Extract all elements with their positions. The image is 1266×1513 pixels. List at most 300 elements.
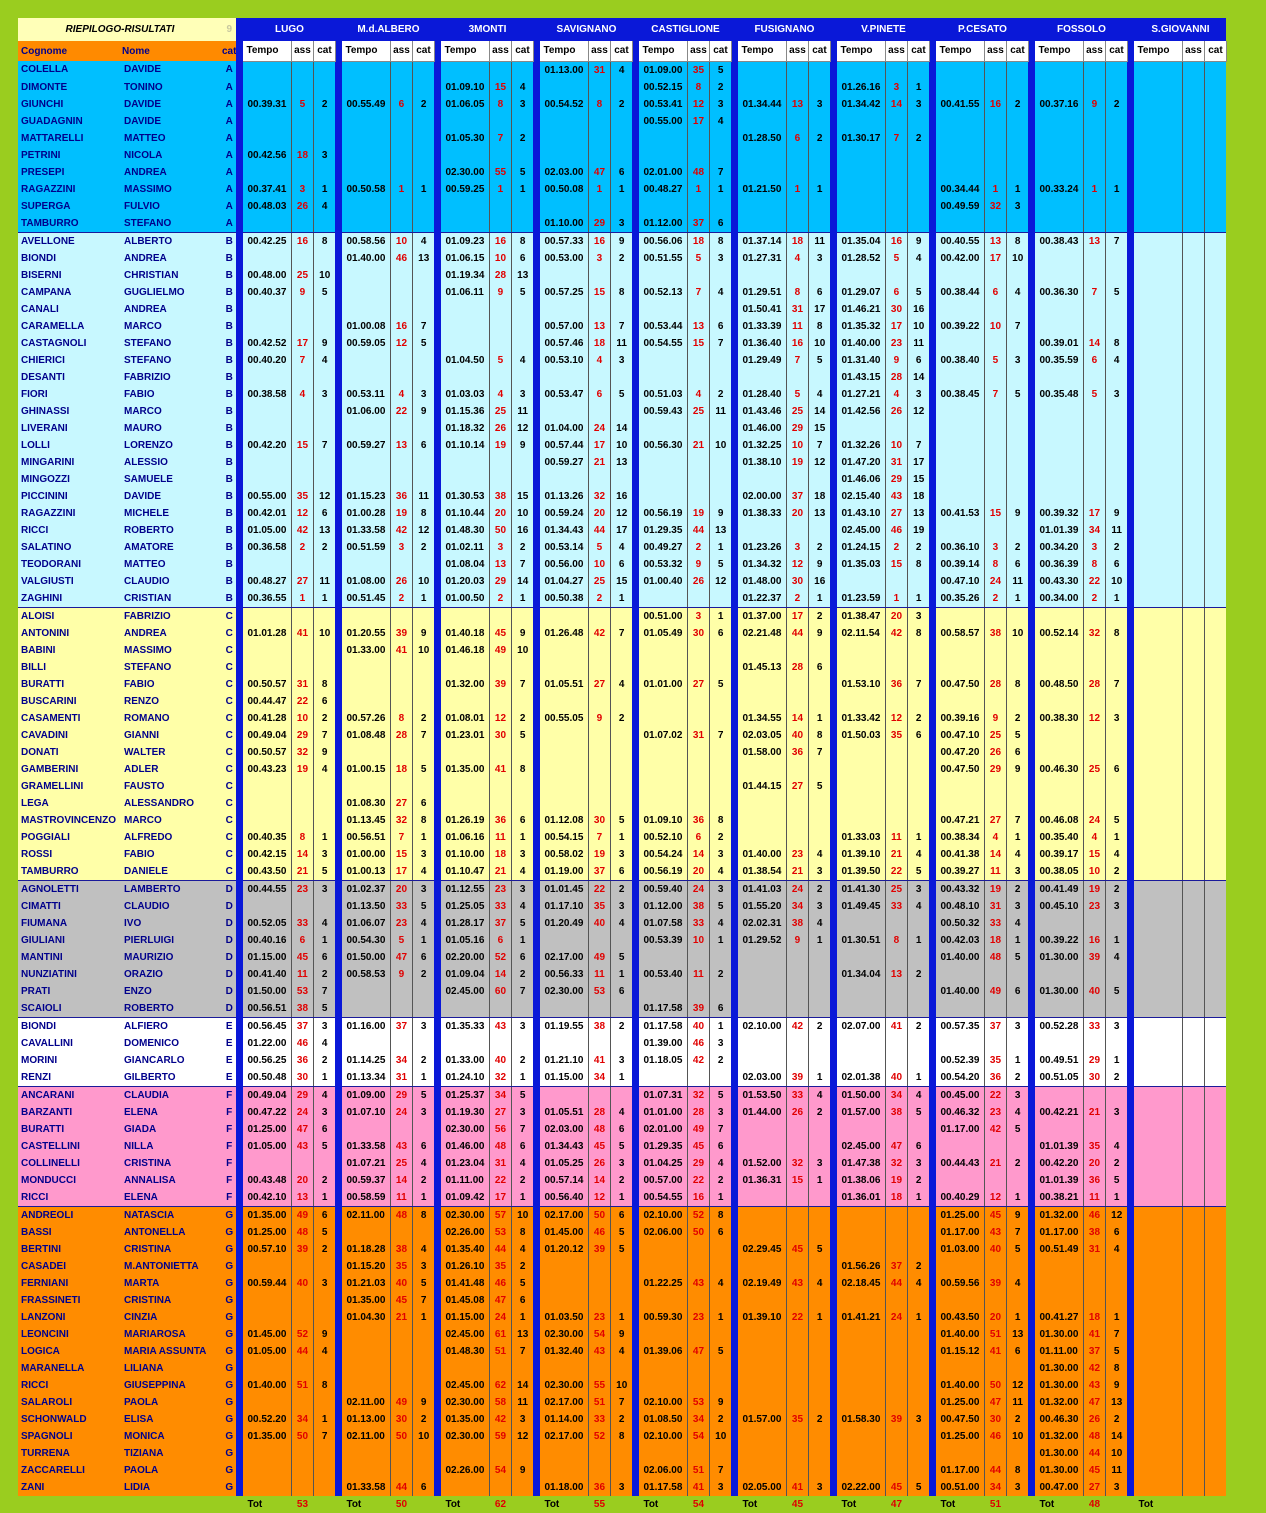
time-cell bbox=[342, 1343, 390, 1360]
category-cell: B bbox=[222, 301, 236, 318]
race-separator bbox=[731, 301, 738, 318]
table-row bbox=[18, 1017, 1226, 1035]
category-rank-cell: 9 bbox=[412, 625, 434, 642]
race-separator bbox=[236, 829, 243, 846]
cognome-cell: ANTONINI bbox=[18, 625, 122, 642]
table-row bbox=[18, 744, 1226, 761]
overall-rank-cell: 13 bbox=[984, 232, 1006, 250]
race-separator bbox=[731, 215, 738, 233]
table-row bbox=[18, 250, 1226, 267]
race-separator bbox=[434, 727, 441, 744]
race-separator bbox=[929, 1479, 936, 1496]
overall-rank-cell bbox=[786, 1326, 808, 1343]
category-rank-cell: 3 bbox=[808, 96, 830, 113]
category-rank-cell: 2 bbox=[610, 1411, 632, 1428]
race-separator bbox=[731, 966, 738, 983]
cognome-cell: CAMPANA bbox=[18, 284, 122, 301]
overall-rank-cell bbox=[489, 147, 511, 164]
race-separator bbox=[731, 1104, 738, 1121]
category-rank-cell: 2 bbox=[907, 539, 929, 556]
race-separator bbox=[533, 318, 540, 335]
category-rank-cell: 15 bbox=[610, 573, 632, 590]
cognome-cell: BERTINI bbox=[18, 1241, 122, 1258]
time-cell bbox=[738, 642, 786, 659]
cognome-cell: SALAROLI bbox=[18, 1394, 122, 1411]
overall-rank-cell: 1 bbox=[291, 590, 313, 608]
totals-label: Tot bbox=[243, 1496, 291, 1513]
category-rank-cell bbox=[511, 1000, 533, 1018]
time-cell: 01.04.50 bbox=[441, 352, 489, 369]
cognome-cell: RAGAZZINI bbox=[18, 505, 122, 522]
race-separator bbox=[929, 1206, 936, 1224]
category-rank-cell bbox=[709, 761, 731, 778]
race-separator bbox=[1028, 863, 1035, 881]
category-rank-cell bbox=[709, 983, 731, 1000]
category-rank-cell: 10 bbox=[412, 642, 434, 659]
category-rank-cell: 18 bbox=[808, 488, 830, 505]
overall-rank-cell: 42 bbox=[489, 1411, 511, 1428]
overall-rank-cell: 26 bbox=[489, 420, 511, 437]
category-rank-cell bbox=[709, 267, 731, 284]
cognome-cell: BABINI bbox=[18, 642, 122, 659]
time-cell bbox=[837, 778, 885, 795]
time-cell: 00.45.00 bbox=[936, 1086, 984, 1104]
category-rank-cell: 3 bbox=[1006, 198, 1028, 215]
table-row bbox=[18, 284, 1226, 301]
category-rank-cell: 16 bbox=[808, 573, 830, 590]
overall-rank-cell bbox=[1182, 1479, 1204, 1496]
category-rank-cell bbox=[907, 1292, 929, 1309]
time-cell bbox=[243, 1309, 291, 1326]
overall-rank-cell: 27 bbox=[885, 505, 907, 522]
time-cell: 01.08.30 bbox=[342, 795, 390, 812]
overall-rank-cell: 12 bbox=[291, 505, 313, 522]
category-rank-cell bbox=[1204, 1445, 1226, 1462]
overall-rank-cell bbox=[786, 267, 808, 284]
race-separator bbox=[830, 1104, 837, 1121]
race-separator bbox=[929, 403, 936, 420]
race-separator bbox=[335, 471, 342, 488]
time-cell bbox=[639, 761, 687, 778]
category-rank-cell bbox=[808, 147, 830, 164]
race-separator bbox=[434, 778, 441, 795]
category-rank-cell: 6 bbox=[709, 1224, 731, 1241]
race-separator bbox=[731, 1121, 738, 1138]
category-cell: B bbox=[222, 522, 236, 539]
category-rank-cell: 4 bbox=[808, 1275, 830, 1292]
category-rank-cell bbox=[907, 147, 929, 164]
table-row bbox=[18, 1035, 1226, 1052]
race-separator bbox=[335, 1343, 342, 1360]
category-rank-cell: 5 bbox=[313, 863, 335, 881]
category-rank-cell bbox=[1204, 232, 1226, 250]
category-rank-cell: 3 bbox=[907, 386, 929, 403]
overall-rank-cell: 45 bbox=[984, 1206, 1006, 1224]
overall-rank-cell: 52 bbox=[687, 1206, 709, 1224]
category-cell: C bbox=[222, 761, 236, 778]
overall-rank-cell bbox=[687, 1069, 709, 1087]
category-cell: G bbox=[222, 1292, 236, 1309]
time-cell bbox=[1134, 795, 1182, 812]
overall-rank-cell: 16 bbox=[291, 232, 313, 250]
category-rank-cell: 1 bbox=[1006, 1309, 1028, 1326]
overall-rank-cell bbox=[291, 778, 313, 795]
race-separator bbox=[632, 625, 639, 642]
race-separator bbox=[335, 1377, 342, 1394]
category-cell: B bbox=[222, 232, 236, 250]
category-cell: B bbox=[222, 335, 236, 352]
race-separator bbox=[929, 1189, 936, 1207]
category-rank-cell bbox=[610, 1360, 632, 1377]
time-cell: 01.28.40 bbox=[738, 386, 786, 403]
category-rank-cell bbox=[1105, 795, 1127, 812]
nome-cell: ANDREA bbox=[122, 625, 222, 642]
overall-rank-cell: 21 bbox=[984, 1155, 1006, 1172]
overall-rank-cell bbox=[984, 420, 1006, 437]
category-rank-cell bbox=[511, 61, 533, 79]
category-rank-cell: 15 bbox=[907, 471, 929, 488]
overall-rank-cell bbox=[984, 267, 1006, 284]
time-cell: 01.09.00 bbox=[639, 61, 687, 79]
time-cell bbox=[1035, 61, 1083, 79]
category-rank-cell bbox=[412, 79, 434, 96]
time-cell: 00.43.32 bbox=[936, 880, 984, 898]
cognome-cell: CAVALLINI bbox=[18, 1035, 122, 1052]
time-cell: 01.29.35 bbox=[639, 1138, 687, 1155]
race-separator bbox=[236, 1224, 243, 1241]
time-cell bbox=[1134, 880, 1182, 898]
overall-rank-cell bbox=[984, 1138, 1006, 1155]
category-rank-cell: 1 bbox=[610, 829, 632, 846]
time-cell: 01.32.00 bbox=[1035, 1428, 1083, 1445]
overall-rank-cell: 30 bbox=[489, 727, 511, 744]
time-cell bbox=[243, 898, 291, 915]
time-cell: 01.03.00 bbox=[936, 1241, 984, 1258]
category-rank-cell bbox=[412, 1343, 434, 1360]
race-separator bbox=[533, 1309, 540, 1326]
time-cell: 01.32.00 bbox=[1035, 1206, 1083, 1224]
race-separator bbox=[236, 130, 243, 147]
category-rank-cell bbox=[907, 1121, 929, 1138]
overall-rank-cell: 21 bbox=[489, 863, 511, 881]
race-separator bbox=[1127, 386, 1134, 403]
race-separator bbox=[632, 1035, 639, 1052]
overall-rank-cell: 7 bbox=[291, 352, 313, 369]
race-separator bbox=[929, 556, 936, 573]
time-cell: 01.01.39 bbox=[1035, 1172, 1083, 1189]
race-separator bbox=[1028, 96, 1035, 113]
race-separator bbox=[434, 693, 441, 710]
race-separator bbox=[434, 198, 441, 215]
cognome-cell: POGGIALI bbox=[18, 829, 122, 846]
cognome-cell: GHINASSI bbox=[18, 403, 122, 420]
column-header-cat: cat bbox=[1006, 41, 1028, 61]
overall-rank-cell: 9 bbox=[687, 556, 709, 573]
time-cell: 00.40.29 bbox=[936, 1189, 984, 1207]
overall-rank-cell: 25 bbox=[291, 267, 313, 284]
race-separator bbox=[434, 1224, 441, 1241]
category-rank-cell: 6 bbox=[412, 1479, 434, 1496]
race-separator bbox=[335, 983, 342, 1000]
totals-gap bbox=[1028, 1496, 1035, 1513]
overall-rank-cell: 43 bbox=[885, 488, 907, 505]
overall-rank-cell: 33 bbox=[687, 915, 709, 932]
overall-rank-cell bbox=[588, 1275, 610, 1292]
category-rank-cell: 13 bbox=[907, 505, 929, 522]
cognome-cell: CASTELLINI bbox=[18, 1138, 122, 1155]
race-separator bbox=[335, 1428, 342, 1445]
category-rank-cell: 4 bbox=[511, 352, 533, 369]
overall-rank-cell: 45 bbox=[786, 1241, 808, 1258]
category-rank-cell bbox=[412, 693, 434, 710]
race-separator bbox=[1127, 1000, 1134, 1018]
time-cell: 01.11.00 bbox=[441, 1172, 489, 1189]
overall-rank-cell: 31 bbox=[489, 1155, 511, 1172]
race-separator bbox=[335, 778, 342, 795]
time-cell: 00.53.14 bbox=[540, 539, 588, 556]
category-rank-cell: 3 bbox=[511, 1017, 533, 1035]
race-separator bbox=[335, 1121, 342, 1138]
race-separator bbox=[1127, 983, 1134, 1000]
race-separator bbox=[236, 79, 243, 96]
time-cell: 01.25.00 bbox=[936, 1394, 984, 1411]
overall-rank-cell bbox=[291, 369, 313, 386]
category-rank-cell: 9 bbox=[1105, 505, 1127, 522]
overall-rank-cell: 32 bbox=[291, 744, 313, 761]
race-separator bbox=[236, 590, 243, 608]
overall-rank-cell bbox=[984, 659, 1006, 676]
overall-rank-cell: 44 bbox=[885, 1275, 907, 1292]
category-rank-cell: 5 bbox=[808, 352, 830, 369]
time-cell bbox=[441, 301, 489, 318]
time-cell: 00.43.30 bbox=[1035, 573, 1083, 590]
time-cell: 01.23.01 bbox=[441, 727, 489, 744]
race-separator bbox=[731, 1343, 738, 1360]
race-separator bbox=[434, 1206, 441, 1224]
overall-rank-cell: 18 bbox=[984, 932, 1006, 949]
race-separator bbox=[434, 1343, 441, 1360]
time-cell bbox=[1134, 556, 1182, 573]
category-rank-cell: 4 bbox=[313, 761, 335, 778]
category-rank-cell: 8 bbox=[709, 1206, 731, 1224]
time-cell: 00.48.27 bbox=[243, 573, 291, 590]
race-separator bbox=[632, 1360, 639, 1377]
overall-rank-cell: 10 bbox=[1083, 863, 1105, 881]
category-rank-cell bbox=[313, 454, 335, 471]
overall-rank-cell bbox=[885, 642, 907, 659]
overall-rank-cell: 23 bbox=[687, 1309, 709, 1326]
overall-rank-cell: 39 bbox=[984, 1275, 1006, 1292]
category-rank-cell bbox=[412, 607, 434, 625]
overall-rank-cell: 54 bbox=[687, 1428, 709, 1445]
category-rank-cell bbox=[1204, 573, 1226, 590]
totals-blank bbox=[1105, 1496, 1127, 1513]
overall-rank-cell: 8 bbox=[1083, 556, 1105, 573]
category-rank-cell bbox=[412, 983, 434, 1000]
category-rank-cell: 3 bbox=[610, 1052, 632, 1069]
race-separator bbox=[434, 284, 441, 301]
overall-rank-cell: 16 bbox=[984, 96, 1006, 113]
overall-rank-cell bbox=[786, 471, 808, 488]
overall-rank-cell bbox=[984, 1360, 1006, 1377]
cognome-cell: SUPERGA bbox=[18, 198, 122, 215]
nome-cell: CLAUDIA bbox=[122, 1086, 222, 1104]
category-rank-cell bbox=[1006, 301, 1028, 318]
race-separator bbox=[830, 1172, 837, 1189]
race-separator bbox=[1127, 1445, 1134, 1462]
category-rank-cell bbox=[412, 471, 434, 488]
category-rank-cell bbox=[412, 744, 434, 761]
category-rank-cell: 3 bbox=[412, 1104, 434, 1121]
overall-rank-cell: 5 bbox=[786, 386, 808, 403]
category-rank-cell: 1 bbox=[511, 1069, 533, 1087]
time-cell: 01.22.37 bbox=[738, 590, 786, 608]
category-rank-cell: 14 bbox=[1105, 1428, 1127, 1445]
time-cell: 00.57.46 bbox=[540, 335, 588, 352]
overall-rank-cell bbox=[489, 113, 511, 130]
totals-gap bbox=[731, 1496, 738, 1513]
time-cell: 01.36.31 bbox=[738, 1172, 786, 1189]
time-cell: 01.45.00 bbox=[540, 1224, 588, 1241]
overall-rank-cell bbox=[588, 1292, 610, 1309]
race-separator bbox=[929, 744, 936, 761]
time-cell bbox=[639, 693, 687, 710]
overall-rank-cell: 3 bbox=[687, 607, 709, 625]
category-rank-cell: 6 bbox=[808, 659, 830, 676]
category-rank-cell bbox=[1006, 164, 1028, 181]
overall-rank-cell bbox=[1182, 96, 1204, 113]
category-rank-cell bbox=[1204, 267, 1226, 284]
race-separator bbox=[335, 659, 342, 676]
category-rank-cell bbox=[1204, 1258, 1226, 1275]
category-rank-cell: 12 bbox=[610, 505, 632, 522]
race-separator bbox=[434, 1258, 441, 1275]
overall-rank-cell: 28 bbox=[1083, 676, 1105, 693]
overall-rank-cell: 43 bbox=[1083, 1377, 1105, 1394]
time-cell: 00.59.27 bbox=[540, 454, 588, 471]
race-separator bbox=[632, 454, 639, 471]
overall-rank-cell bbox=[588, 693, 610, 710]
race-separator bbox=[434, 812, 441, 829]
time-cell bbox=[342, 1035, 390, 1052]
race-separator bbox=[434, 1241, 441, 1258]
time-cell: 02.11.00 bbox=[342, 1206, 390, 1224]
category-rank-cell bbox=[610, 1275, 632, 1292]
nome-cell: ANDREA bbox=[122, 250, 222, 267]
race-separator bbox=[1127, 1241, 1134, 1258]
time-cell: 00.51.45 bbox=[342, 590, 390, 608]
time-cell bbox=[342, 744, 390, 761]
overall-rank-cell: 24 bbox=[588, 420, 610, 437]
category-cell: F bbox=[222, 1189, 236, 1207]
race-separator bbox=[533, 778, 540, 795]
race-separator bbox=[632, 1104, 639, 1121]
time-cell: 01.23.04 bbox=[441, 1155, 489, 1172]
time-cell: 01.29.51 bbox=[738, 284, 786, 301]
cognome-cell: SCHONWALD bbox=[18, 1411, 122, 1428]
time-cell bbox=[243, 556, 291, 573]
overall-rank-cell bbox=[1083, 607, 1105, 625]
category-rank-cell: 3 bbox=[610, 1479, 632, 1496]
category-rank-cell bbox=[1105, 1000, 1127, 1018]
category-rank-cell: 4 bbox=[412, 1155, 434, 1172]
race-separator bbox=[533, 915, 540, 932]
overall-rank-cell: 52 bbox=[291, 1326, 313, 1343]
race-separator bbox=[236, 607, 243, 625]
time-cell bbox=[639, 488, 687, 505]
race-separator bbox=[533, 846, 540, 863]
category-rank-cell bbox=[511, 1445, 533, 1462]
overall-rank-cell bbox=[687, 983, 709, 1000]
overall-rank-cell: 44 bbox=[687, 522, 709, 539]
category-rank-cell: 5 bbox=[610, 1224, 632, 1241]
category-rank-cell bbox=[808, 693, 830, 710]
race-separator bbox=[830, 607, 837, 625]
race-separator bbox=[830, 1343, 837, 1360]
total-count-8: 48 bbox=[1083, 1496, 1105, 1513]
race-separator bbox=[1028, 932, 1035, 949]
category-cell: D bbox=[222, 932, 236, 949]
time-cell: 00.40.55 bbox=[936, 232, 984, 250]
time-cell bbox=[738, 198, 786, 215]
category-rank-cell: 11 bbox=[907, 335, 929, 352]
race-separator bbox=[929, 812, 936, 829]
category-cell: G bbox=[222, 1462, 236, 1479]
category-rank-cell: 1 bbox=[709, 1309, 731, 1326]
category-rank-cell: 16 bbox=[610, 488, 632, 505]
category-rank-cell: 12 bbox=[709, 573, 731, 590]
race-separator bbox=[929, 113, 936, 130]
time-cell: 00.50.08 bbox=[540, 181, 588, 198]
category-rank-cell: 3 bbox=[1006, 1086, 1028, 1104]
time-cell: 01.50.00 bbox=[837, 1086, 885, 1104]
overall-rank-cell bbox=[390, 659, 412, 676]
time-cell bbox=[243, 318, 291, 335]
time-cell: 01.40.00 bbox=[936, 1326, 984, 1343]
race-separator bbox=[434, 232, 441, 250]
nome-cell: ANDREA bbox=[122, 301, 222, 318]
overall-rank-cell bbox=[291, 1292, 313, 1309]
race-separator bbox=[830, 1326, 837, 1343]
category-rank-cell: 4 bbox=[1006, 846, 1028, 863]
overall-rank-cell: 15 bbox=[588, 284, 610, 301]
time-cell bbox=[243, 1394, 291, 1411]
time-cell: 00.33.24 bbox=[1035, 181, 1083, 198]
category-rank-cell: 6 bbox=[412, 1138, 434, 1155]
table-row bbox=[18, 1104, 1226, 1121]
overall-rank-cell: 2 bbox=[1083, 590, 1105, 608]
category-cell: G bbox=[222, 1224, 236, 1241]
results-table bbox=[18, 18, 1227, 1513]
table-row bbox=[18, 1428, 1226, 1445]
category-rank-cell: 8 bbox=[412, 1206, 434, 1224]
category-rank-cell bbox=[1204, 949, 1226, 966]
time-cell: 00.38.45 bbox=[936, 386, 984, 403]
category-rank-cell: 4 bbox=[907, 250, 929, 267]
race-separator bbox=[335, 113, 342, 130]
time-cell: 00.35.48 bbox=[1035, 386, 1083, 403]
overall-rank-cell: 25 bbox=[786, 403, 808, 420]
time-cell: 00.42.56 bbox=[243, 147, 291, 164]
race-separator bbox=[236, 471, 243, 488]
category-rank-cell bbox=[1204, 1172, 1226, 1189]
category-rank-cell bbox=[808, 1445, 830, 1462]
time-cell: 01.30.00 bbox=[1035, 949, 1083, 966]
overall-rank-cell bbox=[489, 795, 511, 812]
time-cell bbox=[639, 471, 687, 488]
overall-rank-cell: 11 bbox=[489, 829, 511, 846]
overall-rank-cell: 23 bbox=[786, 846, 808, 863]
